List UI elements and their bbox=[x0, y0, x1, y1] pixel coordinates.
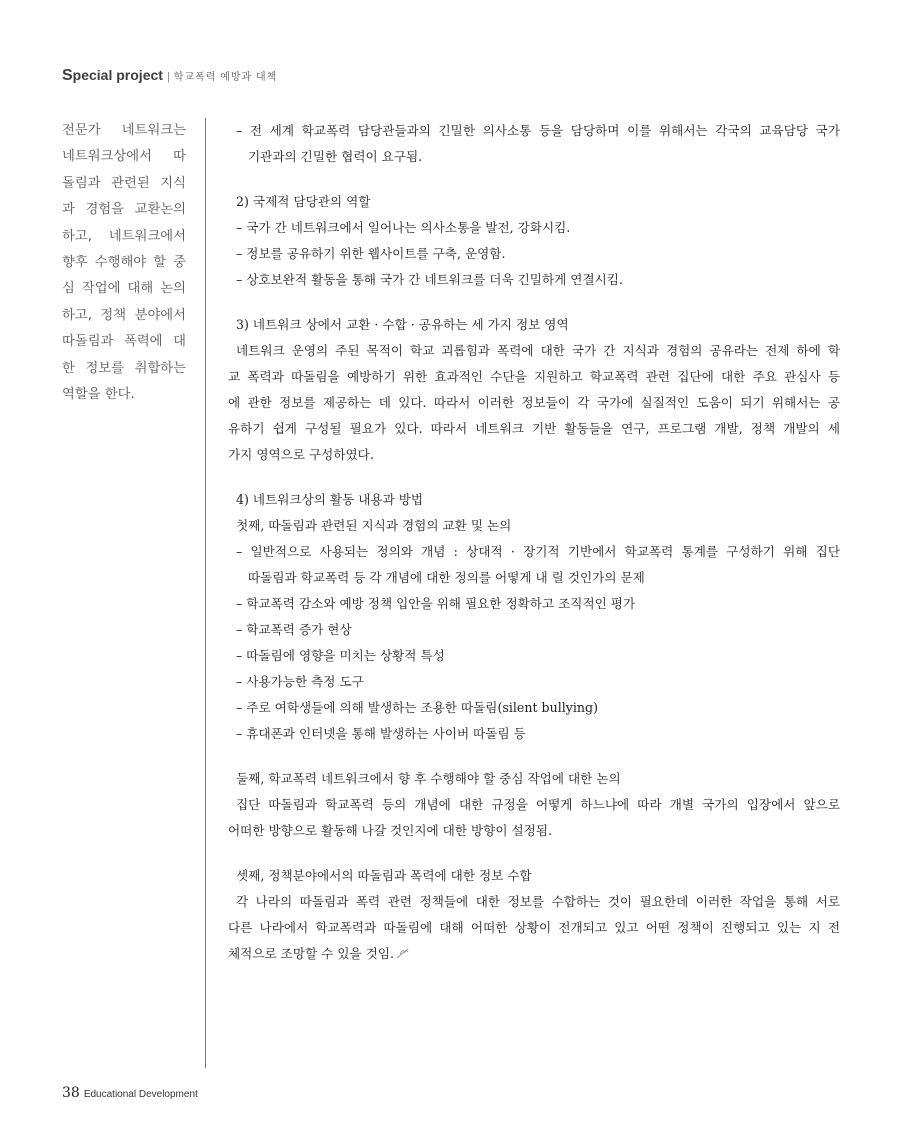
sidebar-line: 따돌림과 폭력에 대 bbox=[62, 334, 186, 350]
bullet-line: – 학교폭력 감소와 예방 정책 입안을 위해 필요한 정확하고 조직적인 평가 bbox=[236, 596, 636, 611]
sidebar-line: 하고, 네트워크에서 bbox=[62, 228, 186, 244]
bullet-line: – 휴대폰과 인터넷을 통해 발생하는 사이버 따돌림 등 bbox=[236, 726, 526, 741]
sidebar-line: 전문가 네트워크는 bbox=[62, 123, 186, 138]
paragraph-line: 다른 나라에서 학교폭력과 따돌림에 대해 어떠한 상황이 전개되고 있고 어떤 정책이 진행되고 있는 지 전 bbox=[228, 920, 840, 935]
main-body bbox=[228, 118, 840, 967]
page-number: 38 bbox=[62, 1085, 80, 1101]
sidebar-line: 향후 수행해야 할 중 bbox=[62, 255, 186, 271]
bullet-line: – 따돌림에 영향을 미치는 상황적 특성 bbox=[236, 648, 445, 663]
closing-text: 체적으로 조망할 수 있을 것임. bbox=[228, 946, 395, 961]
bullet-line: – 국가 간 네트워크에서 일어나는 의사소통을 발전, 강화시킴. bbox=[236, 220, 571, 235]
section-heading-2: 2) 국제적 담당관의 역할 bbox=[236, 194, 371, 209]
leaf-end-mark-icon bbox=[396, 947, 410, 959]
bullet-line: – 사용가능한 측정 도구 bbox=[236, 674, 364, 689]
subsection-title-first: 첫째, 따돌림과 관련된 지식과 경험의 교환 및 논의 bbox=[236, 518, 512, 533]
bullet-line: – 전 세계 학교폭력 담당관들과의 긴밀한 의사소통 등을 담당하며 이를 위해서는 각국의 교육담당 국가 bbox=[236, 123, 840, 138]
subsection-title-third: 셋째, 정책분야에서의 따돌림과 폭력에 대한 정보 수합 bbox=[236, 868, 532, 883]
sidebar-line: 심 작업에 대해 논의 bbox=[62, 281, 186, 297]
bullet-line: – 일반적으로 사용되는 정의와 개념 : 상대적 · 장기적 기반에서 학교폭력 통계를 구성하기 위해 집단 bbox=[236, 544, 840, 559]
column-divider bbox=[205, 118, 206, 1068]
sidebar-line: 네트워크상에서 따 bbox=[62, 149, 186, 165]
sidebar-line: 돌림과 관련된 지식 bbox=[62, 175, 186, 191]
paragraph-line: 가지 영역으로 구성하였다. bbox=[228, 447, 374, 462]
paragraph-line: 네트워크 운영의 주된 목적이 학교 괴롭힘과 폭력에 대한 국가 간 지식과 경험의 공유라는 전제 하에 학 bbox=[236, 343, 840, 358]
header-separator: | bbox=[166, 71, 170, 83]
running-header bbox=[62, 66, 277, 87]
section-subtitle: 학교폭력 예방과 대책 bbox=[173, 72, 278, 83]
section-heading-3: 3) 네트워크 상에서 교환 · 수합 · 공유하는 세 가지 정보 영역 bbox=[236, 317, 569, 332]
bullet-line: – 정보를 공유하기 위한 웹사이트를 구축, 운영함. bbox=[236, 246, 506, 261]
sidebar-line: 하고, 정책 분야에서 bbox=[62, 307, 186, 323]
paragraph-line: 교 폭력과 따돌림을 예방하기 위한 효과적인 수단을 지원하고 학교폭력 관련 집단에 대한 주요 관심사 등 bbox=[228, 369, 840, 384]
bullet-continuation: 기관과의 긴밀한 협력이 요구됨. bbox=[248, 149, 423, 164]
bullet-line: – 주로 여학생들에 의해 발생하는 조용한 따돌림(silent bullying) bbox=[236, 700, 598, 715]
paragraph-line: 유하기 쉽게 구성될 필요가 있다. 따라서 네트워크 기반 활동들을 연구, 프로그램 개발, 정책 개발의 세 bbox=[228, 421, 840, 436]
paragraph-line-last bbox=[228, 941, 840, 967]
bullet-line: – 상호보완적 활동을 통해 국가 간 네트워크를 더욱 긴밀하게 연결시킴. bbox=[236, 272, 623, 287]
section-heading-4: 4) 네트워크상의 활동 내용과 방법 bbox=[236, 492, 424, 507]
page-footer bbox=[62, 1083, 198, 1104]
brand-name: pecial project bbox=[72, 67, 163, 83]
brand-initial: S bbox=[62, 67, 73, 84]
publication-name: Educational Development bbox=[83, 1089, 198, 1100]
sidebar-line: 역할을 한다. bbox=[62, 387, 135, 403]
sidebar-line: 과 경험을 교환논의 bbox=[62, 202, 186, 218]
paragraph-line: 각 나라의 따돌림과 폭력 관련 정책들에 대한 정보를 수합하는 것이 필요한데 이러한 작업을 통해 서로 bbox=[236, 894, 840, 909]
bullet-continuation: 따돌림과 학교폭력 등 각 개념에 대한 정의를 어떻게 내 릴 것인가의 문제 bbox=[248, 570, 645, 585]
paragraph-line: 에 관한 정보를 제공하는 데 있다. 따라서 이러한 정보들이 각 국가에 실질적인 도움이 되기 위해서는 공 bbox=[228, 395, 840, 410]
paragraph-line: 어떠한 방향으로 활동해 나갈 것인지에 대한 방향이 설정됨. bbox=[228, 823, 552, 838]
bullet-line: – 학교폭력 증가 현상 bbox=[236, 622, 352, 637]
subsection-title-second: 둘째, 학교폭력 네트워크에서 향 후 수행해야 할 중심 작업에 대한 논의 bbox=[236, 771, 621, 786]
sidebar-line: 한 정보를 취합하는 bbox=[62, 360, 186, 376]
sidebar-summary bbox=[62, 118, 186, 408]
paragraph-line: 집단 따돌림과 학교폭력 등의 개념에 대한 규정을 어떻게 하느냐에 따라 개별 국가의 입장에서 앞으로 bbox=[236, 797, 840, 812]
